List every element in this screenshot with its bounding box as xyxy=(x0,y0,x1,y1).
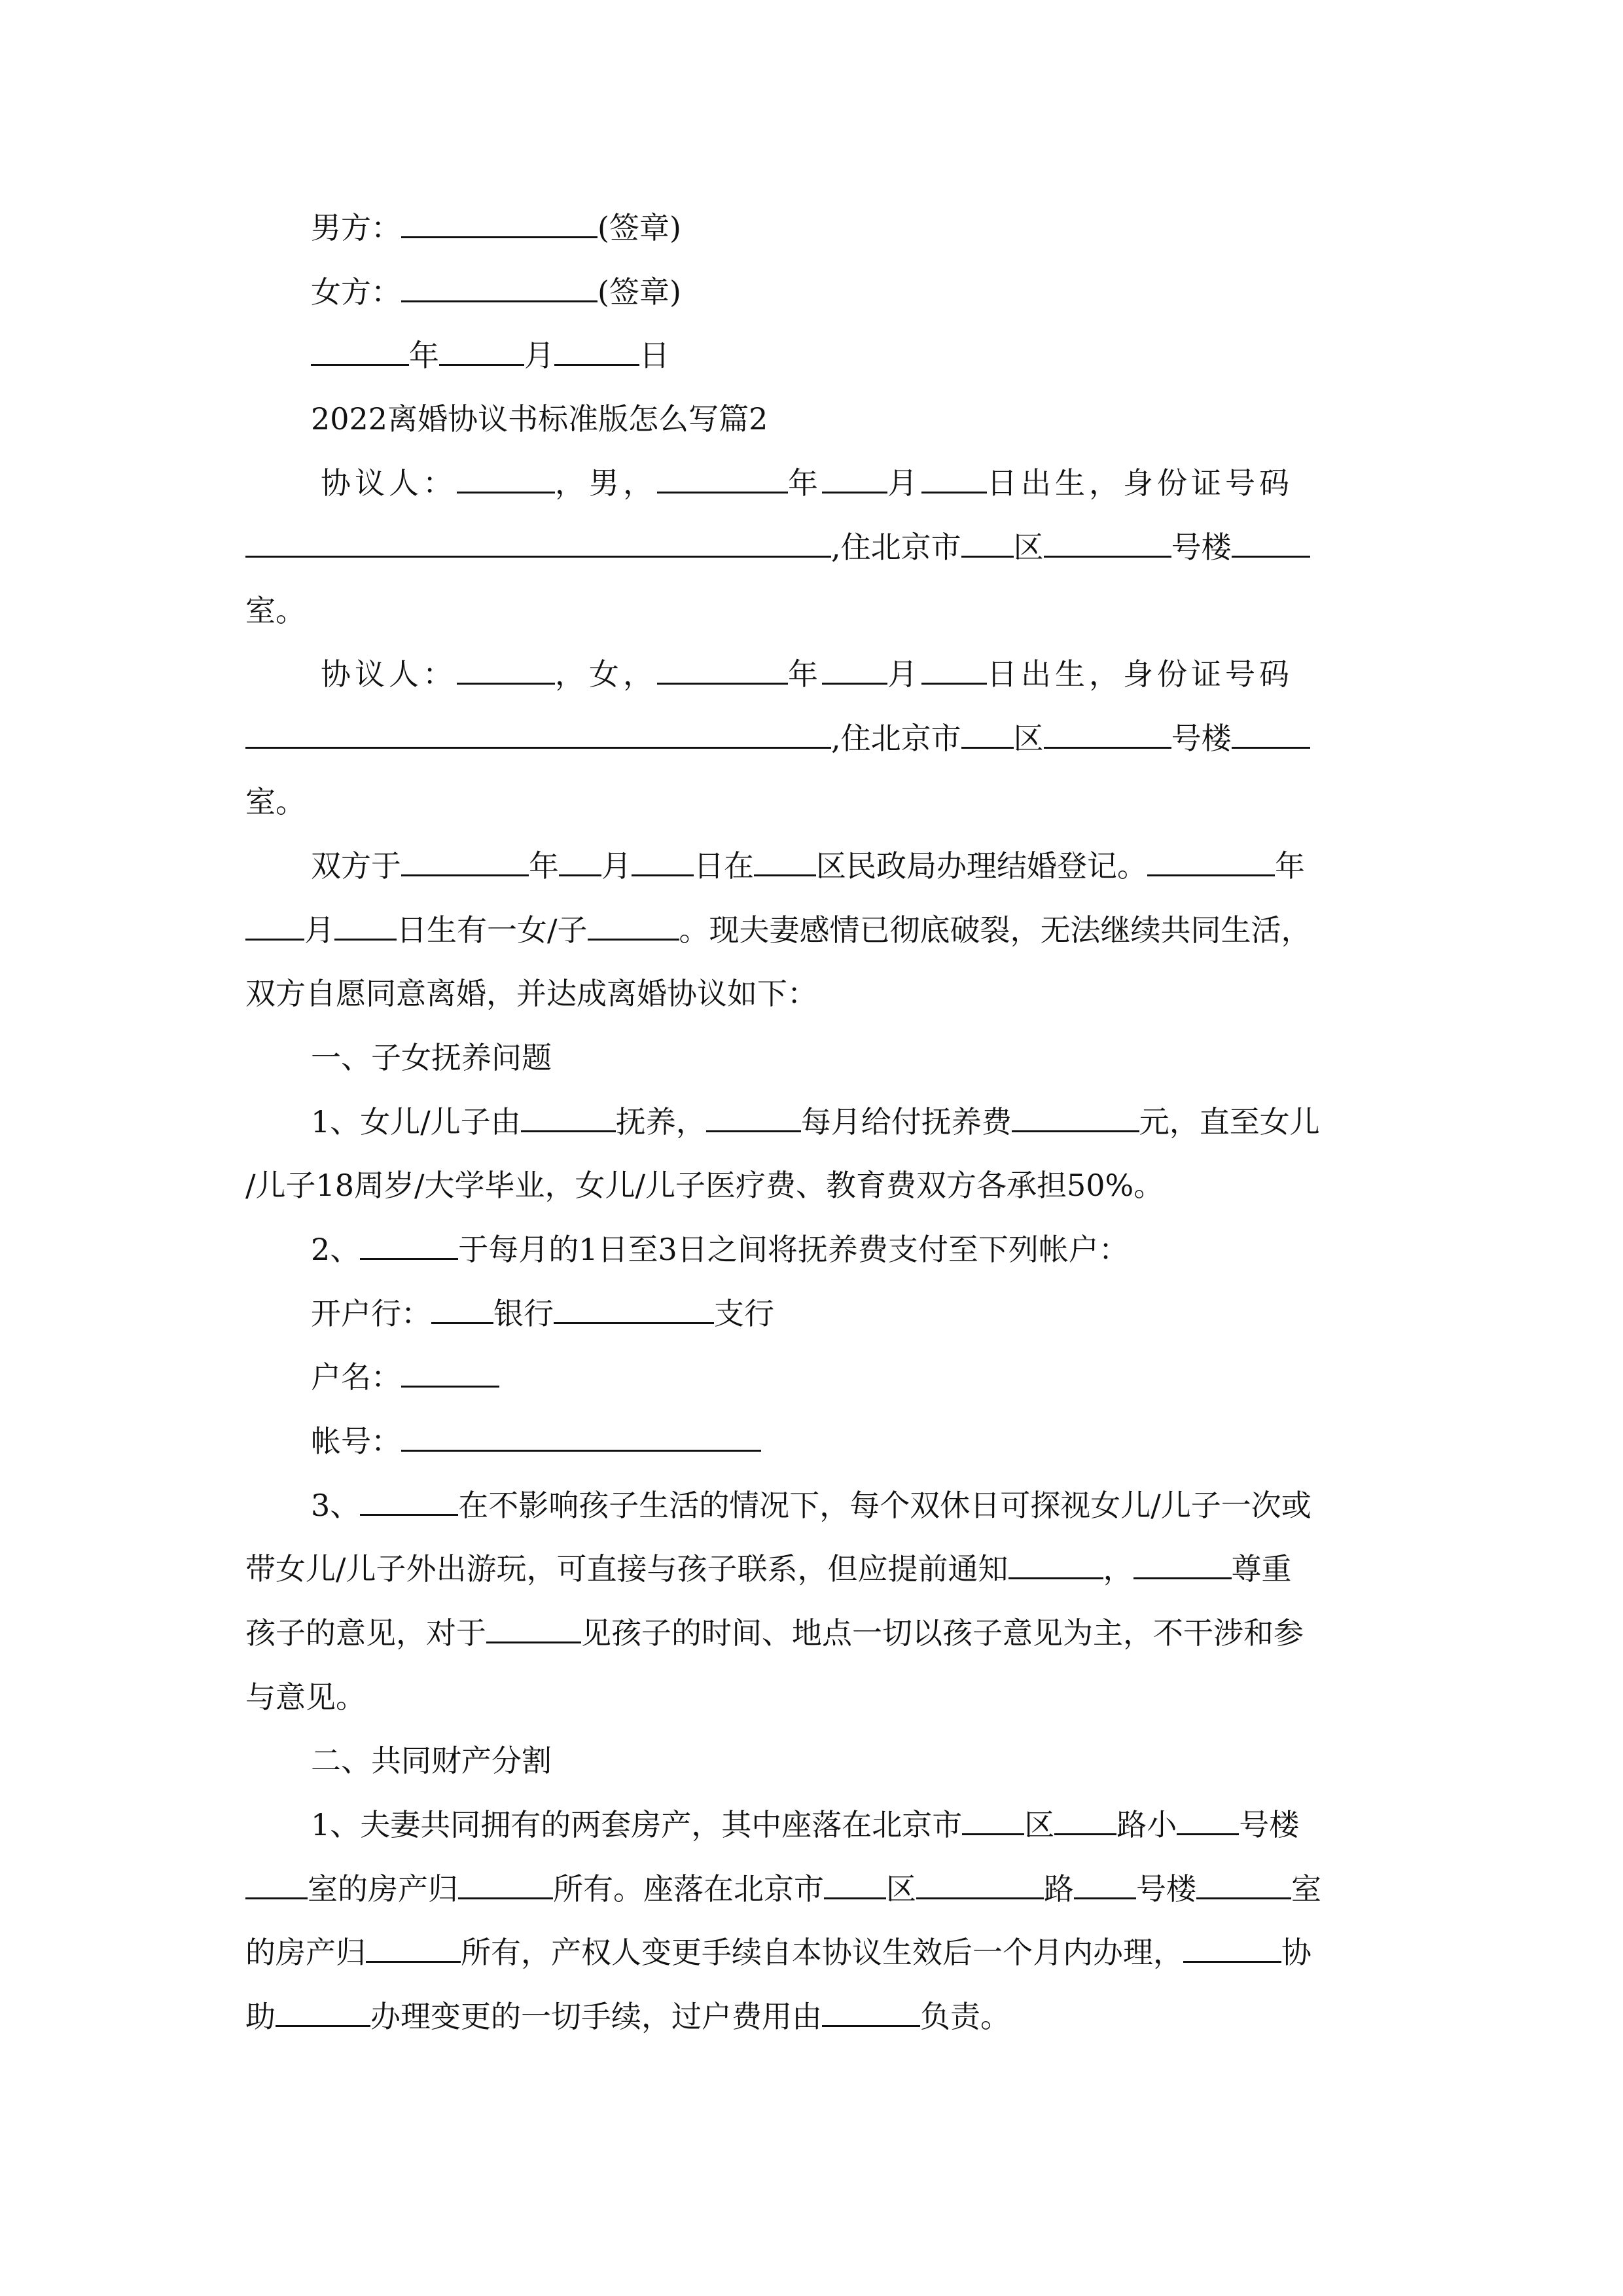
blank xyxy=(822,464,887,493)
account-name-line xyxy=(311,1357,499,1397)
text: 1、夫妻共同拥有的两套房产，其中座落在北京市 xyxy=(311,1807,963,1842)
month-label: 月 xyxy=(524,338,554,373)
text: 助 xyxy=(245,1999,276,2034)
text: 区民政局办理结婚登记。 xyxy=(816,848,1147,884)
blank xyxy=(401,1358,499,1388)
party1-line3: 室。 xyxy=(245,593,306,628)
text: 1、女儿/儿子由 xyxy=(311,1104,521,1139)
blank xyxy=(521,1103,616,1132)
text: 区 xyxy=(886,1871,916,1907)
blank xyxy=(401,1422,761,1452)
text: 3、 xyxy=(311,1488,361,1523)
male-signature-line xyxy=(311,208,681,247)
section-heading: 2022离婚协议书标准版怎么写篇2 xyxy=(311,401,768,437)
text: 室的房产归 xyxy=(308,1871,458,1907)
district-label: 区 xyxy=(1013,721,1044,756)
year-label: 年 xyxy=(409,338,439,373)
text: 尊重 xyxy=(1231,1551,1292,1587)
comma: ， xyxy=(555,465,589,501)
blank xyxy=(1054,1806,1116,1835)
blank xyxy=(657,655,788,685)
comma: ， xyxy=(555,656,589,692)
blank xyxy=(431,1295,493,1324)
year-label: 年 xyxy=(788,656,822,692)
text: 所有，产权人变更手续自本协议生效后一个月内办理， xyxy=(461,1935,1183,1970)
s2-item1-line4 xyxy=(245,1997,1010,2036)
male-label: 男方： xyxy=(311,210,401,245)
month-label: 月 xyxy=(887,656,921,692)
text: 所有。座落在北京市 xyxy=(553,1871,824,1907)
blank xyxy=(1008,1550,1103,1579)
s1-item1-line1 xyxy=(311,1102,1320,1141)
blank xyxy=(401,209,597,238)
district-label: 区 xyxy=(1013,529,1044,565)
bank-line xyxy=(311,1294,774,1333)
day-label: 日 xyxy=(639,338,669,373)
s2-item1-line3 xyxy=(245,1933,1311,1972)
female-signature-line xyxy=(311,272,681,312)
blank xyxy=(706,1103,801,1132)
text: 在不影响孩子生活的情况下，每个双休日可探视女儿/儿子一次或 xyxy=(458,1488,1311,1523)
blank xyxy=(457,655,555,685)
s1-item3-line3 xyxy=(245,1613,1304,1653)
marriage-line3: 双方自愿同意离婚，并达成离婚协议如下： xyxy=(245,976,817,1011)
party2-line2 xyxy=(245,719,1310,758)
account-number-line xyxy=(311,1422,761,1461)
blank xyxy=(822,1998,920,2027)
blank xyxy=(559,847,601,876)
month-label: 月 xyxy=(887,465,921,501)
text: 协 xyxy=(1281,1935,1311,1970)
party1-line2 xyxy=(245,528,1310,567)
blank xyxy=(1183,1933,1281,1963)
blank xyxy=(334,911,397,941)
building-label: 号楼 xyxy=(1171,529,1232,565)
section2-title: 二、共同财产分割 xyxy=(311,1743,552,1778)
female-label: 女方： xyxy=(311,274,401,310)
bank-label: 开户行： xyxy=(311,1296,431,1331)
s1-item3-line1 xyxy=(311,1486,1311,1525)
text: 每月给付抚养费 xyxy=(800,1104,1012,1139)
text: 抚养， xyxy=(615,1104,706,1139)
text: 号楼 xyxy=(1136,1871,1196,1907)
text: 室 xyxy=(1291,1871,1321,1907)
blank xyxy=(916,1870,1044,1899)
date-line xyxy=(311,336,669,375)
blank xyxy=(1133,1550,1232,1579)
blank xyxy=(822,655,887,685)
blank xyxy=(401,273,597,302)
marriage-line2 xyxy=(245,910,1311,950)
text: 双方于 xyxy=(311,848,401,884)
account-number-label: 帐号： xyxy=(311,1424,401,1459)
blank xyxy=(1232,528,1310,558)
blank xyxy=(554,336,639,366)
blank xyxy=(554,1295,714,1324)
text: 号楼 xyxy=(1239,1807,1300,1842)
blank xyxy=(588,911,679,941)
party2-line3: 室。 xyxy=(245,784,306,819)
party1-gender: 男， xyxy=(589,465,657,501)
party1-line1 xyxy=(321,463,1293,503)
text: 年 xyxy=(1275,848,1305,884)
text: 区 xyxy=(1024,1807,1055,1842)
account-name-label: 户名： xyxy=(311,1359,401,1395)
seal-label: (签章) xyxy=(597,210,681,245)
blank xyxy=(961,719,1014,749)
s1-item2 xyxy=(311,1230,1129,1269)
text: 元，直至女儿 xyxy=(1139,1104,1320,1139)
blank xyxy=(360,1486,458,1516)
blank xyxy=(457,464,555,493)
text: 路小 xyxy=(1116,1807,1177,1842)
text: 年 xyxy=(529,848,559,884)
blank xyxy=(754,847,816,876)
s1-item3-line2 xyxy=(245,1549,1292,1588)
blank xyxy=(1196,1870,1291,1899)
year-label: 年 xyxy=(788,465,822,501)
text: 孩子的意见，对于 xyxy=(245,1615,486,1651)
blank xyxy=(276,1998,370,2027)
text: 月 xyxy=(601,848,632,884)
blank xyxy=(245,528,831,558)
born-id-label: 日出生，身份证号码 xyxy=(987,465,1293,501)
text: ， xyxy=(1103,1551,1133,1587)
party2-gender: 女， xyxy=(589,656,657,692)
blank xyxy=(961,528,1014,558)
text: 日在 xyxy=(694,848,754,884)
section1-title: 一、子女抚养问题 xyxy=(311,1040,552,1075)
seal-label: (签章) xyxy=(597,274,681,310)
blank xyxy=(1147,847,1275,876)
born-id-label: 日出生，身份证号码 xyxy=(987,656,1293,692)
marriage-line1 xyxy=(311,846,1305,886)
blank xyxy=(401,847,529,876)
address-label: ,住北京市 xyxy=(831,529,961,565)
text: 带女儿/儿子外出游玩，可直接与孩子联系，但应提前通知 xyxy=(245,1551,1008,1587)
text: 。现夫妻感情已彻底破裂，无法继续共同生活， xyxy=(679,912,1311,948)
blank xyxy=(311,336,409,366)
text: 见孩子的时间、地点一切以孩子意见为主，不干涉和参 xyxy=(581,1615,1304,1651)
party2-label: 协议人： xyxy=(321,656,457,692)
blank xyxy=(486,1614,581,1643)
blank xyxy=(1074,1870,1136,1899)
blank xyxy=(245,1870,308,1899)
s2-item1-line2 xyxy=(245,1869,1321,1909)
blank xyxy=(632,847,694,876)
blank xyxy=(366,1933,461,1963)
text: 日生有一女/子 xyxy=(397,912,588,948)
s1-item3-line4: 与意见。 xyxy=(245,1679,366,1715)
address-label: ,住北京市 xyxy=(831,721,961,756)
blank xyxy=(1044,719,1171,749)
building-label: 号楼 xyxy=(1171,721,1232,756)
text: 的房产归 xyxy=(245,1935,366,1970)
blank xyxy=(1232,719,1310,749)
blank xyxy=(1044,528,1171,558)
blank xyxy=(657,464,788,493)
blank xyxy=(1012,1103,1139,1132)
blank xyxy=(921,655,987,685)
text: 支行 xyxy=(714,1296,774,1331)
blank xyxy=(824,1870,886,1899)
text: 负责。 xyxy=(920,1999,1010,2034)
blank xyxy=(1177,1806,1239,1835)
party2-line1 xyxy=(321,655,1293,694)
text: 于每月的1日至3日之间将抚养费支付至下列帐户： xyxy=(458,1232,1129,1267)
blank xyxy=(458,1870,553,1899)
blank xyxy=(962,1806,1024,1835)
text: 银行 xyxy=(493,1296,554,1331)
blank xyxy=(921,464,987,493)
s2-item1-line1 xyxy=(311,1805,1299,1844)
text: 办理变更的一切手续，过户费用由 xyxy=(370,1999,822,2034)
text: 月 xyxy=(304,912,334,948)
blank xyxy=(360,1230,458,1260)
blank xyxy=(245,719,831,749)
party1-label: 协议人： xyxy=(321,465,457,501)
blank xyxy=(439,336,524,366)
blank xyxy=(245,911,304,941)
s1-item1-line2: /儿子18周岁/大学毕业，女儿/儿子医疗费、教育费双方各承担50%。 xyxy=(245,1168,1164,1203)
text: 2、 xyxy=(311,1232,361,1267)
text: 路 xyxy=(1044,1871,1074,1907)
